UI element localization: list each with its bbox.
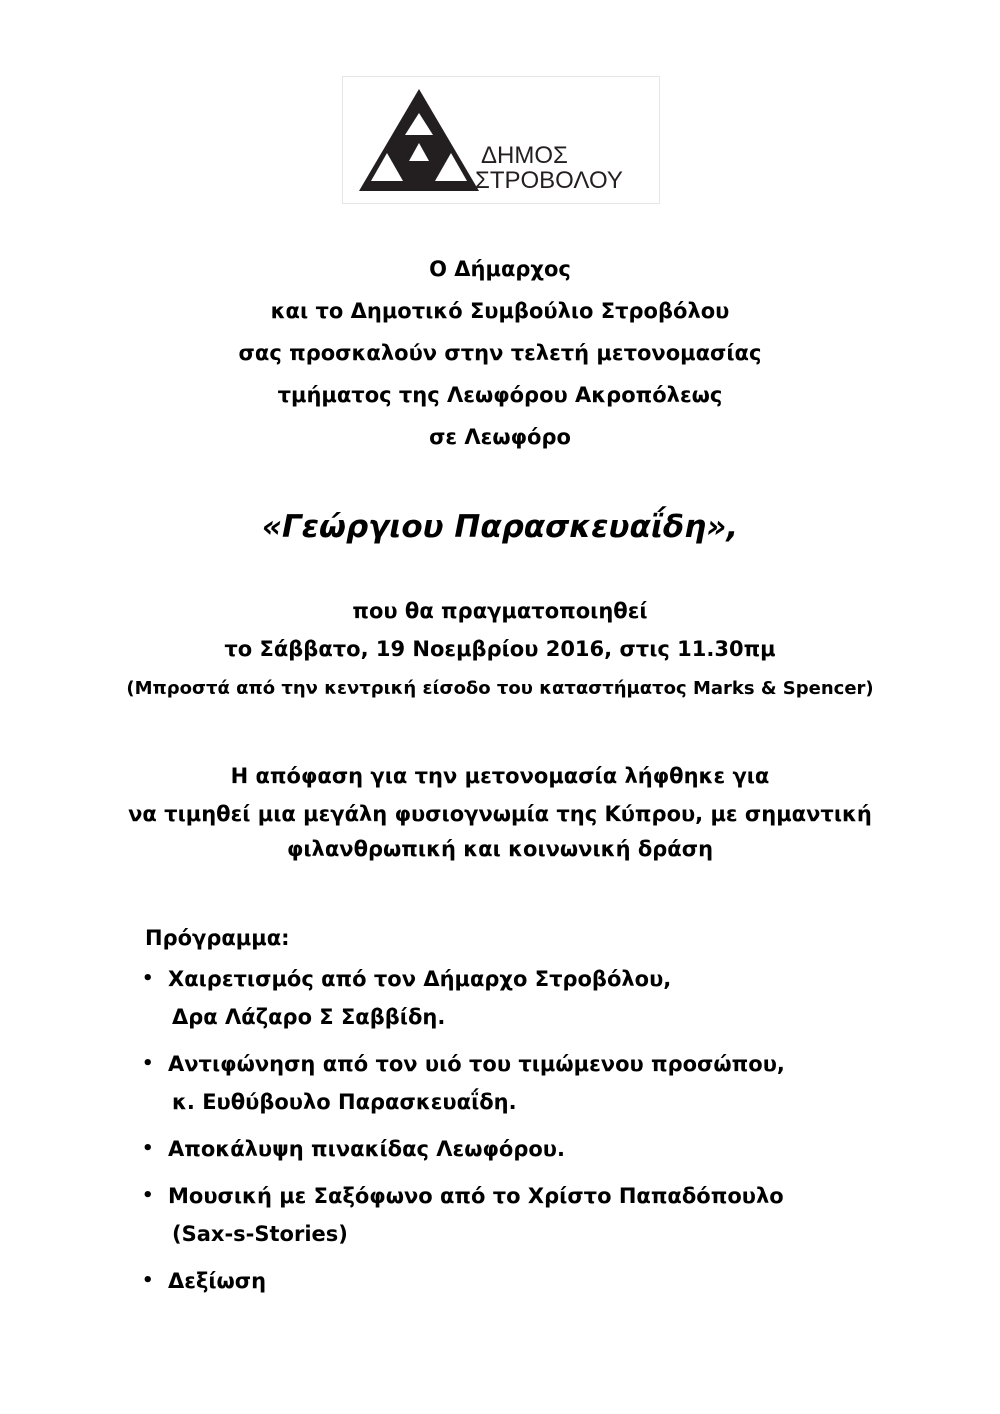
program-item-text: Αντιφώνηση από τον υιό του τιμώμενου προσώπου, [168,1052,785,1076]
honoree-name: «Γεώργιου Παρασκευαΐδη», [261,509,739,545]
event-date-time: το Σάββατο, 19 Νοεμβρίου 2016, στις 11.30πμ [224,637,776,661]
list-item [140,1045,960,1121]
program-item-text: Μουσική με Σαξόφωνο από το Χρίστο Παπαδόπουλο [168,1184,784,1208]
program-item-text: Χαιρετισμός από τον Δήμαρχο Στροβόλου, [168,967,672,991]
program-list [140,960,960,1309]
event-location-note: (Μπροστά από την κεντρική είσοδο του καταστήματος Marks & Spencer) [126,678,874,699]
decision-line: Η απόφαση για την μετονομασία λήφθηκε για [230,764,770,788]
invitation-line: σε Λεωφόρο [429,425,571,449]
list-item [140,1262,960,1300]
bullet-icon: • [142,1185,154,1206]
program-item-text: (Sax-s-Stories) [172,1222,348,1246]
bullet-icon: • [142,1270,154,1291]
invitation-line: και το Δημοτικό Συμβούλιο Στροβόλου [270,299,730,323]
invitation-block [0,248,1000,458]
decision-paragraph [0,756,1000,866]
event-line-1: που θα πραγματοποιηθεί [352,599,648,623]
logo-text-line2: ΣΤΡΟΒΟΛΟΥ [475,167,623,194]
list-item [140,960,960,1036]
invitation-line: Ο Δήμαρχος [429,257,571,281]
bullet-icon: • [142,968,154,989]
program-item-text: Δρα Λάζαρο Σ Σαββίδη. [172,1005,446,1029]
decision-line: φιλανθρωπική και κοινωνική δράση [286,837,714,861]
list-item [140,1130,960,1168]
bullet-icon: • [142,1053,154,1074]
invitation-line: τμήματος της Λεωφόρου Ακροπόλεως [277,383,723,407]
event-details [0,592,1000,710]
invitation-line: σας προσκαλούν στην τελετή μετονομασίας [238,341,762,365]
decision-line: να τιμηθεί μια μεγάλη φυσιογνωμία της Κύπρου, με σημαντική [128,802,872,826]
logo-triangle-icon [343,77,661,205]
logo-text-line1: ΔΗΜΟΣ [481,142,568,169]
program-heading: Πρόγραμμα: [145,926,290,950]
bullet-icon: • [142,1138,154,1159]
program-item-text: Δεξίωση [168,1269,267,1293]
program-item-text: κ. Ευθύβουλο Παρασκευαΐδη. [172,1090,517,1114]
municipality-logo [342,76,660,204]
program-item-text: Αποκάλυψη πινακίδας Λεωφόρου. [168,1137,565,1161]
list-item [140,1177,960,1253]
